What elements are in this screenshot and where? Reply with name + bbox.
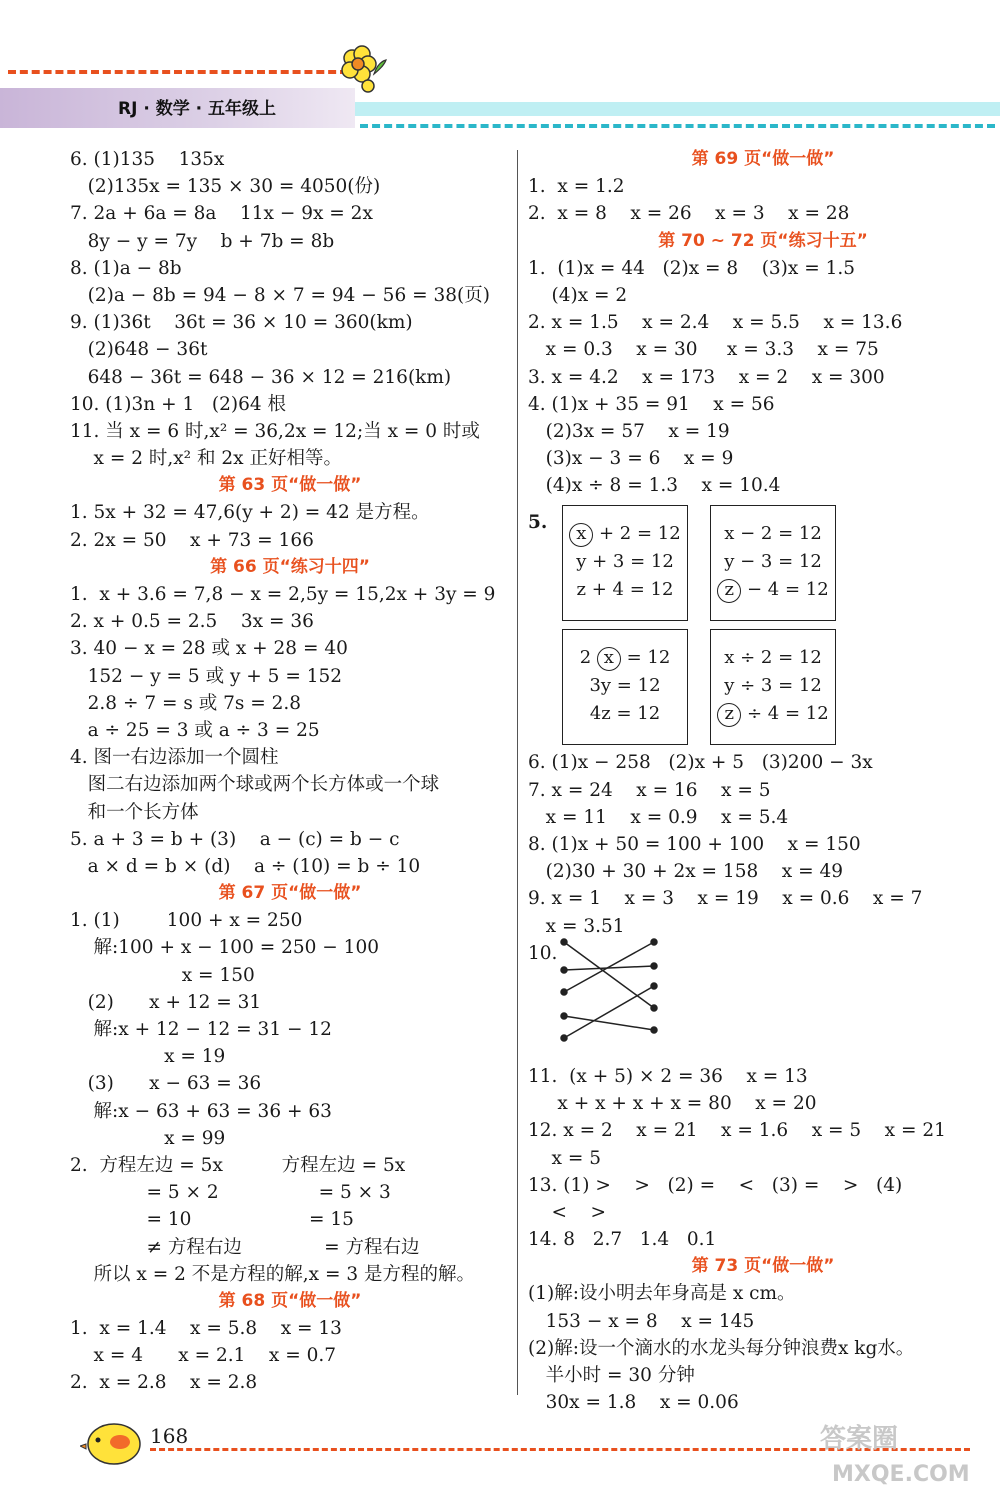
answer-line: 8. (1)x + 50 = 100 + 100 x = 150 (528, 834, 861, 855)
answer-line: 1. x = 1.4 x = 5.8 x = 13 (70, 1318, 342, 1340)
match-line (564, 1016, 654, 1030)
matching-lines-diagram (528, 930, 668, 1050)
answer-line: x = 150 (70, 964, 255, 986)
box-1 (562, 505, 688, 621)
answer-line: 3. x = 4.2 x = 173 x = 2 x = 300 (528, 366, 885, 388)
answer-line: 4. (1)x + 35 = 91 x = 56 (528, 393, 775, 415)
answer-line: 3. 40 − x = 28 或 x + 28 = 40 (70, 638, 348, 660)
circled-var: x (597, 647, 621, 671)
box-4-line-2: y ÷ 3 = 12 (724, 675, 822, 697)
answer-line: 14. 8 2.7 1.4 0.1 (528, 1229, 717, 1251)
answer-line: 5. a + 3 = b + (3) a − (c) = b − c (70, 828, 400, 850)
answer-line: (2)a − 8b = 94 − 8 × 7 = 94 − 56 = 38(页) (70, 284, 490, 306)
answer-line: (2)30 + 30 + 2x = 158 x = 49 (528, 861, 843, 883)
answer-line: 解:x + 12 − 12 = 31 − 12 (70, 1019, 332, 1040)
circled-var: z (717, 579, 741, 603)
answer-line: a × d = b × (d) a ÷ (10) = b ÷ 10 (70, 855, 421, 877)
match-line (564, 942, 654, 1008)
answer-line: (1)解:设小明去年身高是 x cm。 (528, 1283, 796, 1305)
circled-var: x (569, 523, 593, 547)
answer-line: < > (528, 1201, 607, 1223)
answer-line: x = 2 时,x² 和 2x 正好相等。 (70, 448, 342, 470)
answer-line: (2)3x = 57 x = 19 (528, 420, 730, 442)
answer-line: 9. (1)36t 36t = 36 × 10 = 360(km) (70, 312, 413, 334)
q5-label: 5. (528, 512, 548, 534)
column-divider (517, 150, 518, 1395)
answer-line: 1. (1) 100 + x = 250 (70, 910, 303, 932)
answer-line: 30x = 1.8 x = 0.06 (528, 1392, 739, 1414)
header-cyan-band (355, 102, 1000, 116)
answer-line: = 5 × 2 = 5 × 3 (70, 1182, 391, 1204)
box-4-line-1: x ÷ 2 = 12 (724, 647, 822, 669)
box-3 (562, 629, 688, 745)
answer-line: = 10 = 15 (70, 1209, 354, 1231)
answer-line: 152 − y = 5 或 y + 5 = 152 (70, 665, 343, 687)
answer-line: 2. x = 2.8 x = 2.8 (70, 1372, 258, 1394)
section-heading: 第 67 页“做一做” (218, 883, 362, 904)
answer-line: 半小时 = 30 分钟 (528, 1365, 695, 1386)
answer-line: (2)135x = 135 × 30 = 4050(份) (70, 176, 381, 198)
box-1-line-3: z + 4 = 12 (576, 579, 674, 601)
right-column (528, 146, 998, 1416)
section-heading: 第 69 页“做一做” (691, 149, 835, 169)
answer-line: 解:100 + x − 100 = 250 − 100 (70, 937, 379, 959)
answer-line: 10. (528, 942, 558, 964)
box-3-line-2: 3y = 12 (589, 675, 661, 697)
bird-icon (80, 1418, 142, 1470)
answer-line: 图二右边添加两个球或两个长方体或一个球 (70, 774, 440, 796)
section-heading: 第 68 页“做一做” (218, 1290, 362, 1311)
box-2-line-1: x − 2 = 12 (724, 523, 822, 545)
circled-var: z (717, 703, 741, 727)
answer-line: 和一个长方体 (70, 801, 199, 823)
answer-line: 648 − 36t = 648 − 36 × 12 = 216(km) (70, 366, 452, 388)
header-title: RJ · 数学 · 五年级上 (118, 99, 277, 119)
answer-line: 11. (x + 5) × 2 = 36 x = 13 (528, 1065, 808, 1087)
page-header (0, 0, 1000, 140)
answer-line: (2) x + 12 = 31 (70, 991, 262, 1013)
section-heading: 第 73 页“做一做” (691, 1256, 835, 1277)
answer-line: x = 3.51 (528, 915, 625, 937)
answer-line: (2)解:设一个滴水的水龙头每分钟浪费x kg水。 (528, 1337, 915, 1359)
watermark-logo: 答案圈 (820, 1424, 899, 1454)
match-line (564, 986, 654, 1038)
answer-line: ≠ 方程右边 = 方程右边 (70, 1236, 420, 1258)
answer-line: x = 99 (70, 1127, 226, 1149)
answer-line: 9. x = 1 x = 3 x = 19 x = 0.6 x = 7 (528, 888, 923, 910)
answer-line: 2. x = 8 x = 26 x = 3 x = 28 (528, 203, 850, 225)
box-2-line-3: z − 4 = 12 (711, 576, 835, 603)
answer-line: 153 − x = 8 x = 145 (528, 1310, 755, 1332)
flower-icon (334, 44, 390, 100)
section-heading: 第 66 页“练习十四” (210, 556, 370, 577)
answer-line: 6. (1)135 135x (70, 149, 225, 170)
answer-line: 1. x + 3.6 = 7,8 − x = 2,5y = 15,2x + 3y = 9 (70, 584, 496, 605)
answer-line: 4. 图一右边添加一个圆柱 (70, 747, 279, 769)
box-1-line-1: x + 2 = 12 (563, 520, 687, 547)
answer-line: 解:x − 63 + 63 = 36 + 63 (70, 1100, 332, 1122)
answer-line: (4)x ÷ 8 = 1.3 x = 10.4 (528, 475, 781, 497)
answer-line: 1. x = 1.2 (528, 176, 625, 198)
answer-line: (2)648 − 36t (70, 339, 208, 361)
watermark-url: MXQE.COM (832, 1462, 970, 1487)
section-heading: 第 63 页“做一做” (218, 475, 362, 496)
answer-line: 13. (1) > > (2) = < (3) = > (4) (528, 1174, 903, 1196)
answer-line: 7. x = 24 x = 16 x = 5 (528, 779, 771, 801)
answer-line: 11. 当 x = 6 时,x² = 36,2x = 12;当 x = 0 时或 (70, 420, 480, 442)
answer-line: 2. x + 0.5 = 2.5 3x = 36 (70, 611, 314, 633)
answer-line: 8y − y = 7y b + 7b = 8b (70, 230, 335, 252)
answer-line: 2. x = 1.5 x = 2.4 x = 5.5 x = 13.6 (528, 312, 903, 334)
answer-line: a ÷ 25 = 3 或 a ÷ 3 = 25 (70, 719, 320, 741)
box-2-line-2: y − 3 = 12 (724, 551, 822, 573)
header-dashed-line (8, 70, 348, 74)
answer-line: x + x + x + x = 80 x = 20 (528, 1093, 817, 1115)
answer-line: 2.8 ÷ 7 = s 或 7s = 2.8 (70, 692, 302, 714)
answer-line: x = 11 x = 0.9 x = 5.4 (528, 806, 789, 828)
answer-line: (4)x = 2 (528, 284, 628, 306)
box-3-line-3: 4z = 12 (589, 703, 661, 725)
answer-line: 8. (1)a − 8b (70, 257, 182, 279)
answer-line: 10. (1)3n + 1 (2)64 根 (70, 393, 286, 415)
answer-line: x = 19 (70, 1046, 226, 1068)
answer-line: (3)x − 3 = 6 x = 9 (528, 448, 734, 470)
answer-line: x = 0.3 x = 30 x = 3.3 x = 75 (528, 339, 879, 361)
answer-line: 所以 x = 2 不是方程的解,x = 3 是方程的解。 (70, 1263, 475, 1285)
box-4 (710, 629, 836, 745)
answer-line: 1. 5x + 32 = 47,6(y + 2) = 42 是方程。 (70, 502, 430, 524)
section-heading: 第 70 ~ 72 页“练习十五” (658, 230, 868, 251)
page-number: 168 (150, 1424, 189, 1448)
box-2 (710, 505, 836, 621)
answer-line: (3) x − 63 = 36 (70, 1073, 262, 1095)
header-cyan-dashed-line (360, 124, 995, 128)
answer-line: 12. x = 2 x = 21 x = 1.6 x = 5 x = 21 (528, 1120, 946, 1142)
answer-line: x = 5 (528, 1147, 601, 1169)
answer-line: 2. 方程左边 = 5x 方程左边 = 5x (70, 1154, 406, 1176)
answer-line: 2. 2x = 50 x + 73 = 166 (70, 529, 314, 551)
answer-line: 6. (1)x − 258 (2)x + 5 (3)200 − 3x (528, 752, 873, 774)
question-5-boxes (528, 499, 998, 749)
box-3-line-1: 2 x = 12 (563, 644, 687, 671)
answer-line: 1. (1)x = 44 (2)x = 8 (3)x = 1.5 (528, 257, 856, 279)
box-4-line-3: z ÷ 4 = 12 (711, 700, 835, 727)
box-1-line-2: y + 3 = 12 (576, 551, 674, 573)
answer-line: x = 4 x = 2.1 x = 0.7 (70, 1345, 337, 1367)
answer-line: 7. 2a + 6a = 8a 11x − 9x = 2x (70, 203, 373, 225)
left-column (70, 146, 510, 1397)
